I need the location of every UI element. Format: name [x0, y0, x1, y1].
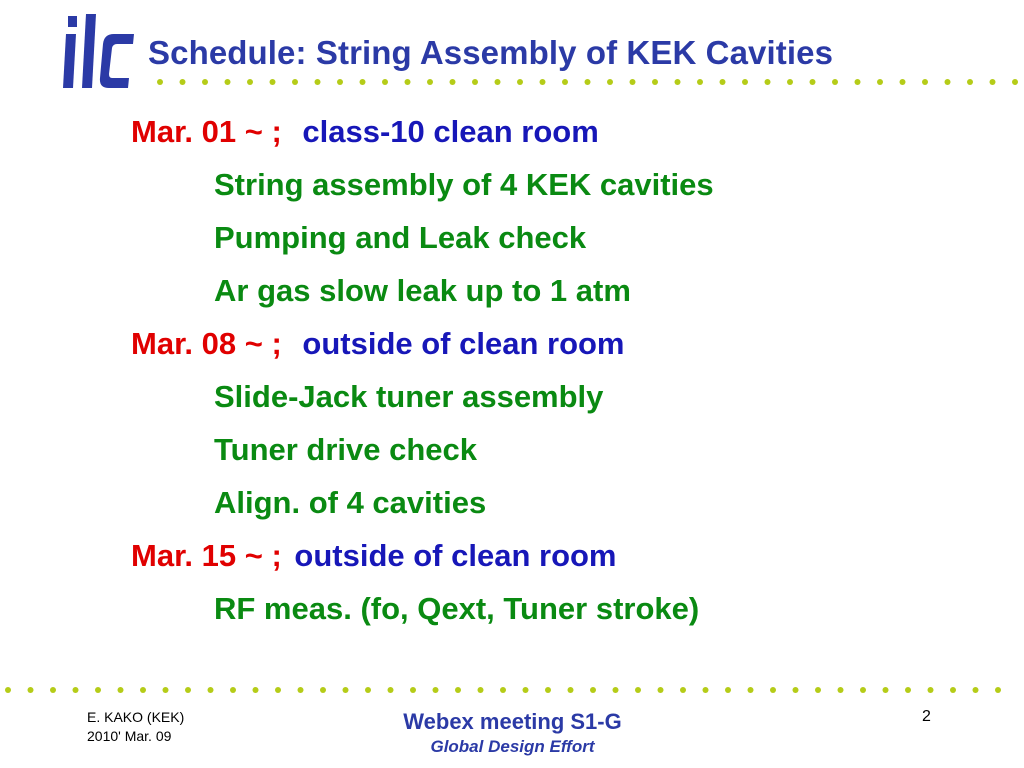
divider-dot [320, 687, 326, 693]
divider-dot [838, 687, 844, 693]
divider-dot [365, 687, 371, 693]
divider-dot [562, 79, 568, 85]
divider-dot [73, 687, 79, 693]
divider-dot [163, 687, 169, 693]
divider-dot [635, 687, 641, 693]
divider-dot [292, 79, 298, 85]
divider-dot [545, 687, 551, 693]
divider-dot [928, 687, 934, 693]
footer-author-block [87, 708, 184, 746]
schedule-task: Ar gas slow leak up to 1 atm [214, 273, 631, 308]
divider-dot [450, 79, 456, 85]
footer-author: E. KAKO (KEK) [87, 709, 185, 725]
divider-dot [765, 79, 771, 85]
divider-dot [860, 687, 866, 693]
divider-dot [343, 687, 349, 693]
divider-dot [410, 687, 416, 693]
divider-dot [787, 79, 793, 85]
divider-dot [742, 79, 748, 85]
divider-dot [815, 687, 821, 693]
schedule-task: Pumping and Leak check [214, 220, 587, 255]
divider-dot [725, 687, 731, 693]
schedule-date: Mar. 15 ~ ; [131, 538, 282, 573]
divider-dot [523, 687, 529, 693]
divider-dot [607, 79, 613, 85]
divider-dot [140, 687, 146, 693]
divider-dot [500, 687, 506, 693]
schedule-location: outside of clean room [294, 538, 617, 573]
schedule-date: Mar. 01 ~ ; [131, 114, 282, 149]
divider-dot [613, 687, 619, 693]
schedule-heading-2 [131, 326, 625, 362]
divider-dot [298, 687, 304, 693]
divider-dot [472, 79, 478, 85]
top-dotted-divider [0, 78, 1024, 86]
schedule-heading-3 [131, 538, 617, 574]
divider-dot [247, 79, 253, 85]
schedule-location: outside of clean room [302, 326, 625, 361]
schedule-task: Slide-Jack tuner assembly [214, 379, 604, 414]
divider-dot [230, 687, 236, 693]
schedule-task: String assembly of 4 KEK cavities [214, 167, 714, 202]
footer-meeting: Webex meeting S1-G [403, 709, 622, 734]
divider-dot [905, 687, 911, 693]
slide-title: Schedule: String Assembly of KEK Cavities [148, 34, 834, 71]
divider-dot [95, 687, 101, 693]
divider-dot [405, 79, 411, 85]
footer-center-block [340, 708, 685, 758]
schedule-heading-1 [131, 114, 599, 150]
divider-dot [225, 79, 231, 85]
divider-dot [652, 79, 658, 85]
divider-dot [568, 687, 574, 693]
divider-dot [810, 79, 816, 85]
divider-dot [703, 687, 709, 693]
schedule-task: Align. of 4 cavities [214, 485, 487, 520]
divider-dot [680, 687, 686, 693]
divider-dot [5, 687, 11, 693]
divider-dot [675, 79, 681, 85]
bottom-dotted-divider [0, 686, 1024, 694]
schedule-location: class-10 clean room [302, 114, 599, 149]
divider-dot [900, 79, 906, 85]
divider-dot [877, 79, 883, 85]
divider-dot [427, 79, 433, 85]
divider-dot [118, 687, 124, 693]
logo-l-stem [82, 14, 96, 88]
divider-dot [883, 687, 889, 693]
divider-dot [495, 79, 501, 85]
divider-dot [208, 687, 214, 693]
divider-dot [180, 79, 186, 85]
divider-dot [50, 687, 56, 693]
divider-dot [202, 79, 208, 85]
schedule-task: RF meas. (fo, Qext, Tuner stroke) [214, 591, 700, 626]
divider-dot [360, 79, 366, 85]
divider-dot [433, 687, 439, 693]
divider-dot [157, 79, 163, 85]
divider-dot [990, 79, 996, 85]
divider-dot [590, 687, 596, 693]
footer-organization: Global Design Effort [430, 737, 595, 756]
divider-dot [388, 687, 394, 693]
divider-dot [630, 79, 636, 85]
divider-dot [253, 687, 259, 693]
divider-dot [922, 79, 928, 85]
divider-dot [540, 79, 546, 85]
divider-dot [478, 687, 484, 693]
divider-dot [455, 687, 461, 693]
divider-dot [995, 687, 1001, 693]
divider-dot [1012, 79, 1018, 85]
divider-dot [315, 79, 321, 85]
divider-dot [270, 79, 276, 85]
schedule-task: Tuner drive check [214, 432, 478, 467]
divider-dot [967, 79, 973, 85]
divider-dot [793, 687, 799, 693]
schedule-date: Mar. 08 ~ ; [131, 326, 282, 361]
footer-date: 2010' Mar. 09 [87, 728, 172, 744]
divider-dot [855, 79, 861, 85]
divider-dot [275, 687, 281, 693]
divider-dot [658, 687, 664, 693]
divider-dot [185, 687, 191, 693]
divider-dot [770, 687, 776, 693]
page-number: 2 [922, 708, 931, 725]
divider-dot [697, 79, 703, 85]
divider-dot [950, 687, 956, 693]
divider-dot [337, 79, 343, 85]
divider-dot [28, 687, 34, 693]
divider-dot [382, 79, 388, 85]
divider-dot [945, 79, 951, 85]
logo-i-dot [68, 16, 77, 27]
divider-dot [973, 687, 979, 693]
divider-dot [748, 687, 754, 693]
divider-dot [832, 79, 838, 85]
divider-dot [720, 79, 726, 85]
divider-dot [585, 79, 591, 85]
divider-dot [517, 79, 523, 85]
